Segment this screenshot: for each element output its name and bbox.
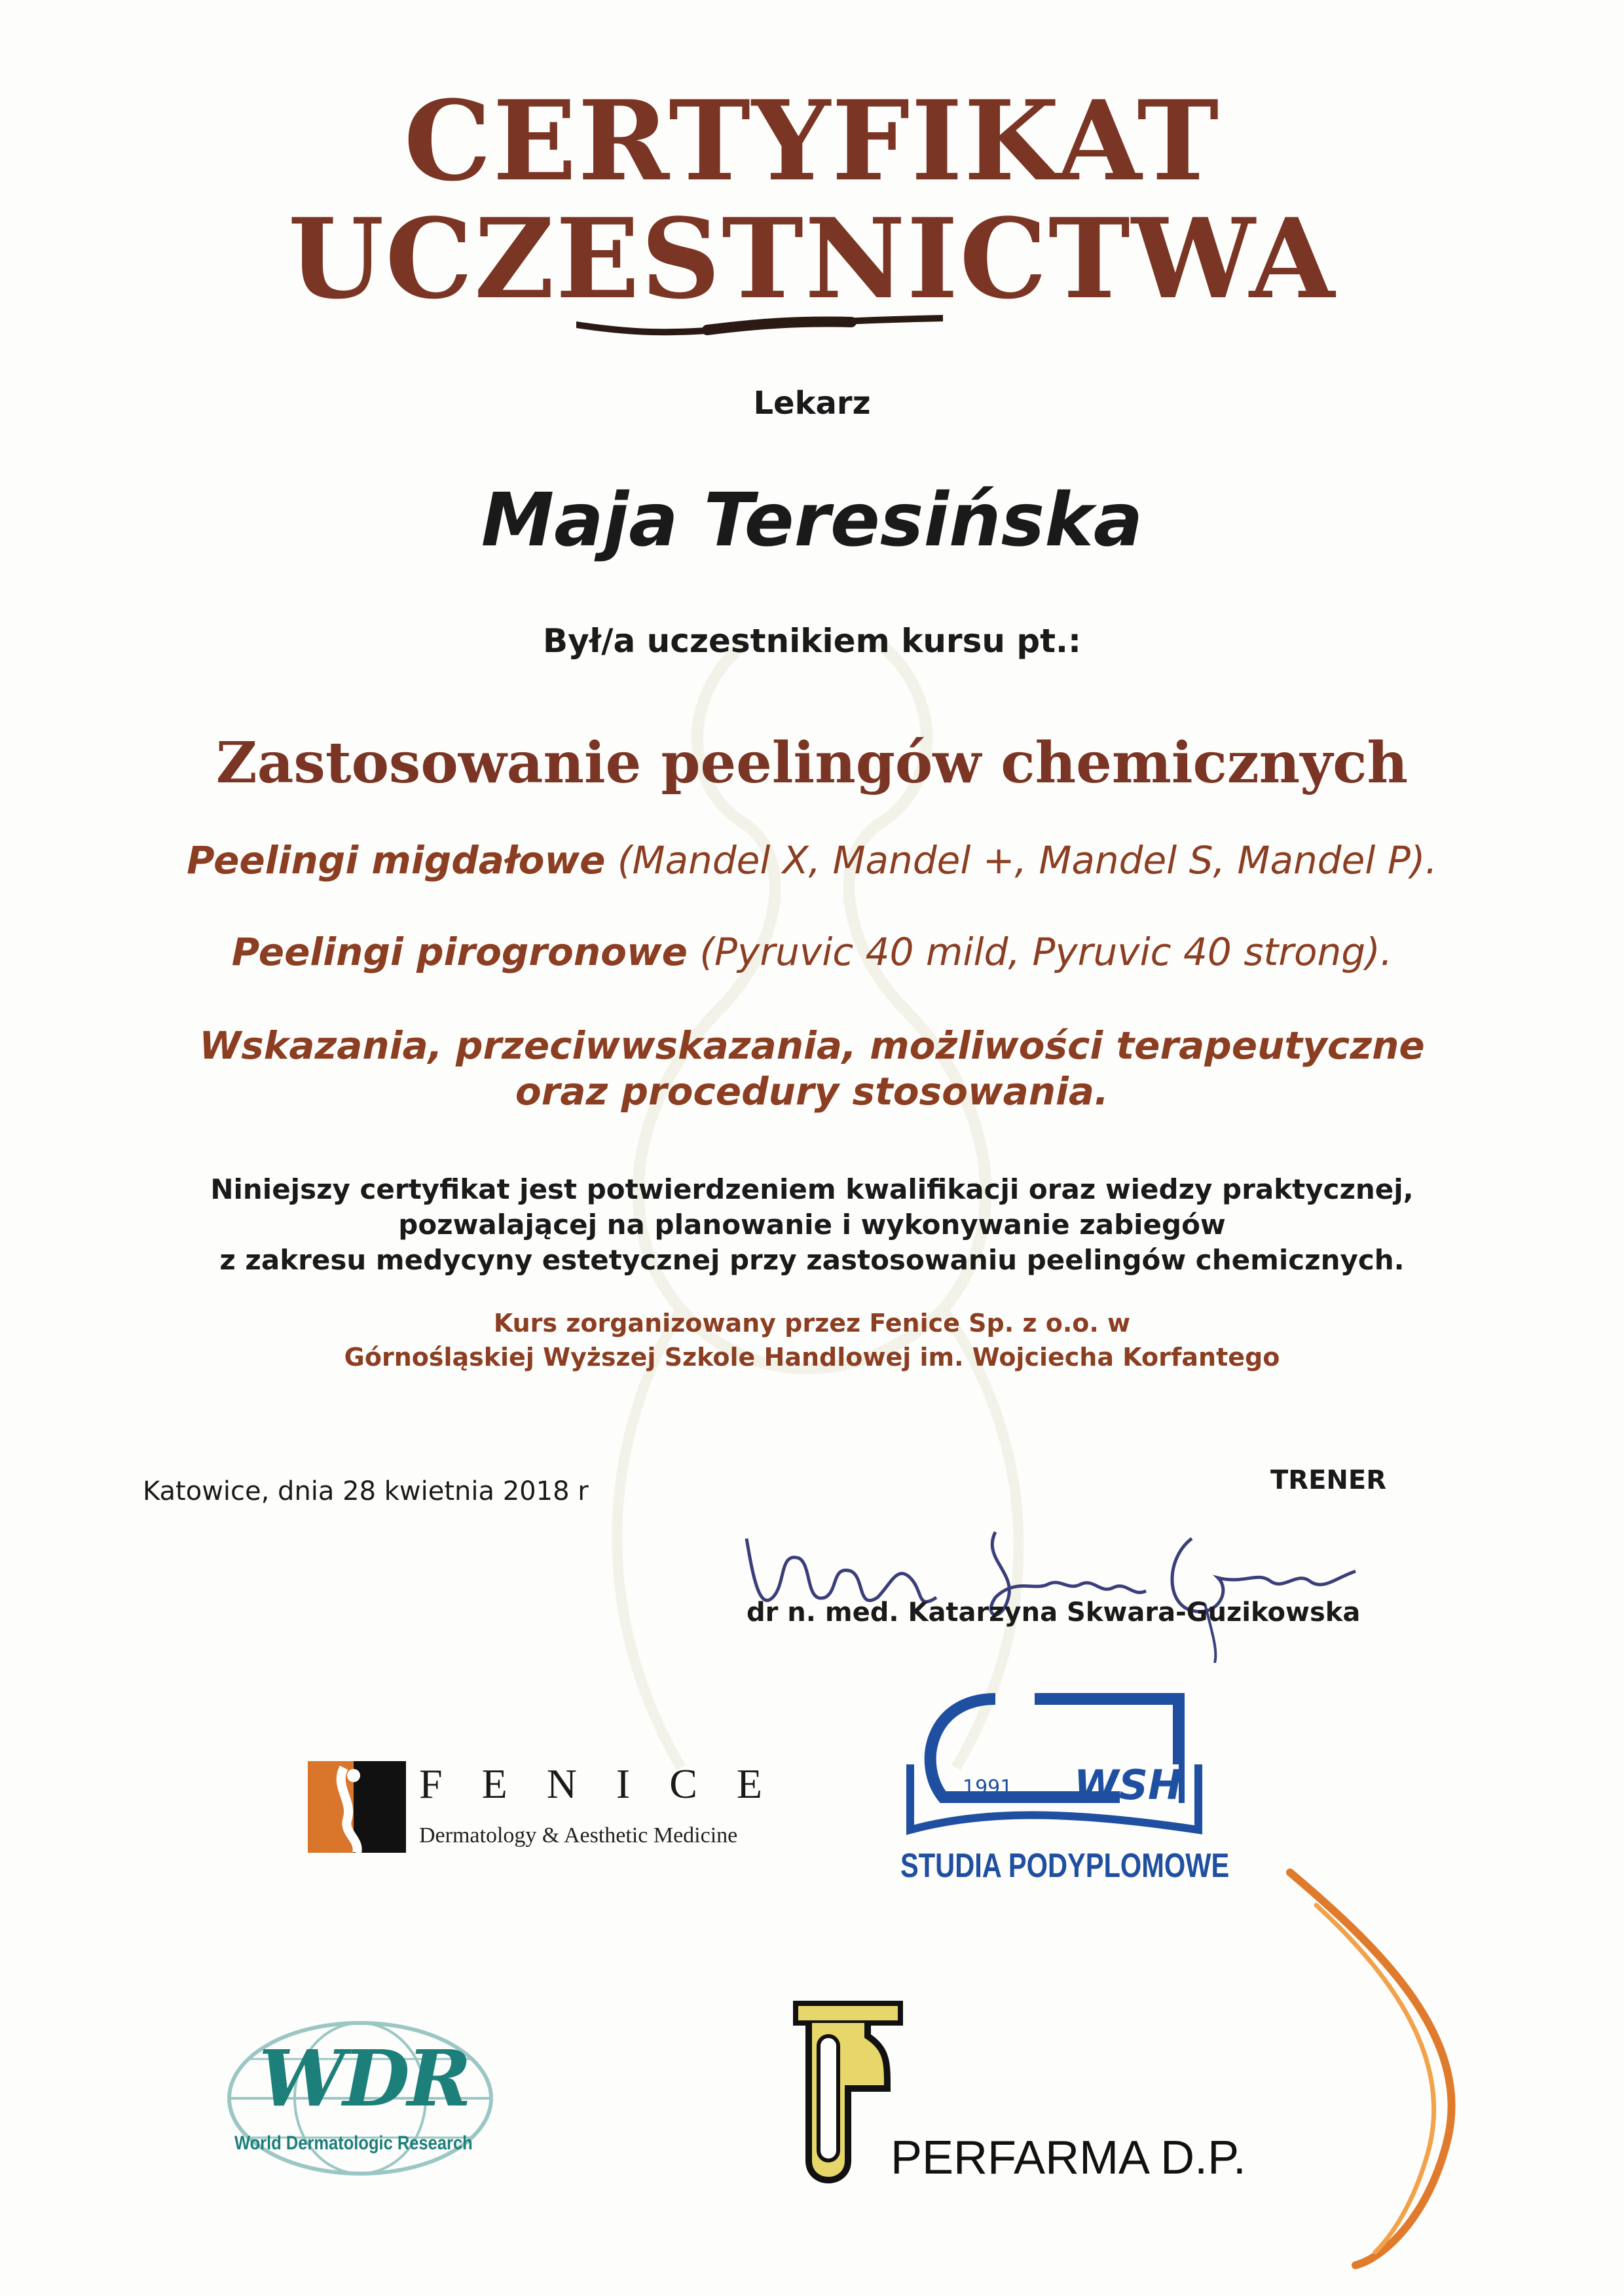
participation-text: Był/a uczestnikiem kursu pt.: [542,622,1082,660]
organizer-info [0,1306,1624,1374]
place-and-date: Katowice, dnia 28 kwietnia 2018 r [143,1476,589,1506]
indications-line2: oraz procedury stosowania. [515,1069,1109,1114]
trainer-label: TRENER [1270,1465,1387,1495]
qualification-statement [0,1172,1624,1278]
trainer-name: dr n. med. Katarzyna Skwara-Guzikowska [747,1597,1361,1628]
participant-name: Maja Teresińska [481,478,1143,563]
gwsh-logo-year: 1991 [963,1776,1013,1799]
gwsh-logo-mark: WSH [1074,1761,1182,1809]
certificate-title-line1: CERTYFIKAT [403,76,1221,206]
topic-almond-detail: (Mandel X, Mandel +, Mandel S, Mandel P). [605,838,1437,883]
fenice-logo-tagline: Dermatology & Aesthetic Medicine [419,1823,738,1848]
perfarma-flask-icon [789,1997,907,2193]
decorative-flourish [576,308,943,340]
statement-line2: pozwalającej na planowanie i wykonywanie zabiegów [398,1209,1226,1241]
perfarma-logo-name: PERFARMA D.P. [891,2132,1246,2184]
fenice-logo-name: F E N I C E [419,1760,777,1807]
organizer-line1: Kurs zorganizowany przez Fenice Sp. z o.o. w [493,1309,1131,1338]
trainer-signature [733,1499,1375,1663]
decorative-swirl [1277,1866,1486,2272]
statement-line1: Niniejszy certyfikat jest potwierdzeniem kwalifikacji oraz wiedzy praktycznej, [210,1173,1414,1205]
wdr-logo-mark: WDR [259,2033,469,2124]
gwsh-logo-caption: STUDIA PODYPLOMOWE [900,1847,1230,1885]
course-title: Zastosowanie peelingów chemicznych [215,730,1409,796]
topic-pyruvic-bold: Peelingi pirogronowe [231,930,688,974]
organizer-line2: Górnośląskiej Wyższej Szkole Handlowej im. Wojciecha Korfantego [344,1343,1280,1372]
wdr-logo-caption: World Dermatologic Research [234,2132,473,2154]
fenice-logo-icon [308,1761,406,1853]
topic-almond-bold: Peelingi migdałowe [187,838,606,883]
indications-text [0,1023,1624,1114]
indications-line1: Wskazania, przeciwwskazania, możliwości terapeutyczne [199,1023,1425,1068]
topic-almond-peels [0,838,1624,883]
topic-pyruvic-peels [0,930,1624,974]
statement-line3: z zakresu medycyny estetycznej przy zastosowaniu peelingów chemicznych. [219,1244,1405,1276]
certificate-title-line2: UCZESTNICTWA [287,194,1337,323]
topic-pyruvic-detail: (Pyruvic 40 mild, Pyruvic 40 strong). [687,930,1393,974]
role-label: Lekarz [753,385,871,422]
